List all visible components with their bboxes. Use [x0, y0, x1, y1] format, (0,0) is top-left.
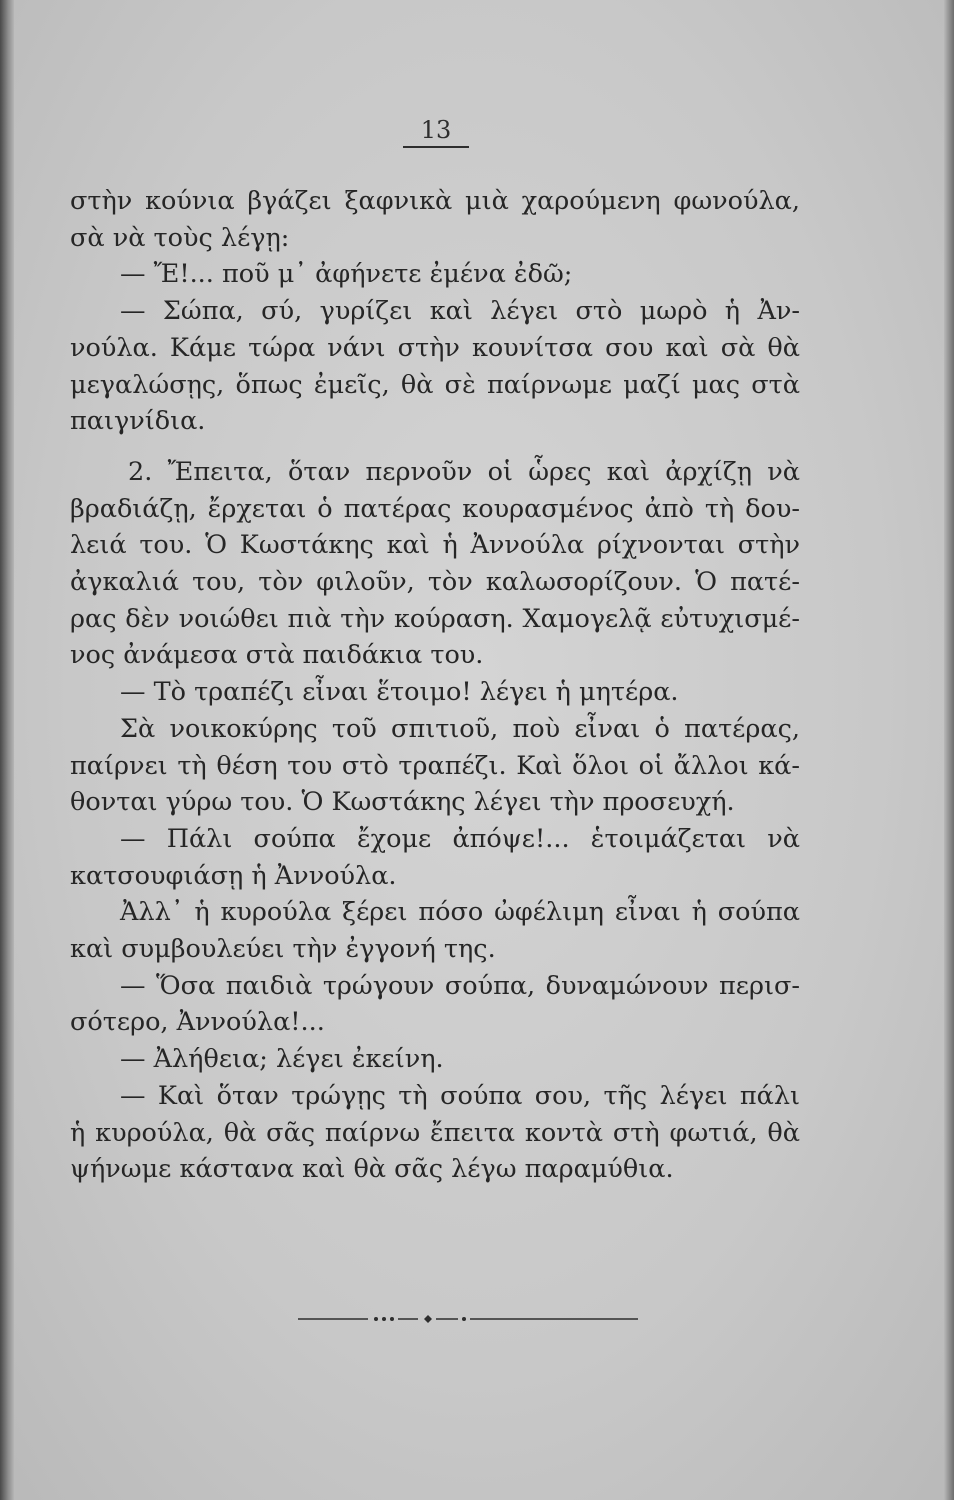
text-line: 2. Ἔπειτα, ὅταν περνοῦν οἱ ὧρες καὶ ἀρχίζῃ νὰ: [128, 456, 800, 487]
text-line: — Πάλι σούπα ἔχομε ἀπόψε!... ἑτοιμάζεται νὰ: [120, 823, 800, 854]
text-line: — Ἔ!... ποῦ μ᾿ ἀφήνετε ἐμένα ἐδῶ;: [120, 259, 573, 290]
text-line: — Τὸ τραπέζι εἶναι ἕτοιμο! λέγει ἡ μητέρα.: [120, 677, 679, 708]
text-line: ἡ κυρούλα, θὰ σᾶς παίρνω ἔπειτα κοντὰ στὴ φωτιά, θὰ: [70, 1117, 800, 1148]
text-line: ψήνωμε κάστανα καὶ θὰ σᾶς λέγω παραμύθια.: [70, 1154, 674, 1185]
text-line: μεγαλώσῃς, ὅπως ἐμεῖς, θὰ σὲ παίρνωμε μαζί μας στὰ: [70, 369, 800, 400]
text-line: βραδιάζῃ, ἔρχεται ὁ πατέρας κουρασμένος ἀπὸ τὴ δου-: [70, 493, 800, 524]
text-line: παιγνίδια.: [70, 406, 206, 437]
text-line: νος ἀνάμεσα στὰ παιδάκια του.: [70, 640, 484, 671]
text-line: Ἀλλ᾿ ἡ κυρούλα ξέρει πόσο ὠφέλιμη εἶναι ἡ σούπα: [120, 897, 800, 928]
text-line: σότερο, Ἀννούλα!...: [70, 1007, 325, 1038]
page-number: 13: [403, 114, 469, 148]
text-line: λειά του. Ὁ Κωστάκης καὶ ἡ Ἀννούλα ρίχνονται στὴν: [70, 530, 800, 561]
text-line: παίρνει τὴ θέση του στὸ τραπέζι. Καὶ ὅλοι οἱ ἄλλοι κά-: [70, 750, 800, 781]
text-line: — Σώπα, σύ, γυρίζει καὶ λέγει στὸ μωρὸ ἡ Ἀν-: [120, 296, 800, 327]
text-line: Σὰ νοικοκύρης τοῦ σπιτιοῦ, ποὺ εἶναι ὁ πατέρας,: [120, 713, 800, 744]
section-end-ornament: [298, 1314, 638, 1324]
text-line: — Καὶ ὅταν τρώγῃς τὴ σούπα σου, τῆς λέγει πάλι: [120, 1080, 800, 1111]
text-line: στὴν κούνια βγάζει ξαφνικὰ μιὰ χαρούμενη φωνούλα,: [70, 186, 800, 216]
text-line: σὰ νὰ τοὺς λέγῃ:: [70, 222, 290, 253]
text-line: καὶ συμβουλεύει τὴν ἐγγονή της.: [70, 934, 496, 965]
text-line: θονται γύρω του. Ὁ Κωστάκης λέγει τὴν προσευχή.: [70, 787, 735, 818]
text-line: — Ἀλήθεια; λέγει ἐκείνη.: [120, 1044, 444, 1075]
body-text: [70, 183, 800, 1188]
text-line: ἀγκαλιά του, τὸν φιλοῦν, τὸν καλωσορίζουν. Ὁ πατέ-: [70, 567, 800, 598]
text-line: ρας δὲν νοιώθει πιὰ τὴν κούραση. Χαμογελᾷ εὐτυχισμέ-: [70, 603, 800, 634]
text-line: κατσουφιάσῃ ἡ Ἀννούλα.: [70, 860, 397, 891]
text-line: — Ὅσα παιδιὰ τρώγουν σούπα, δυναμώνουν περισ-: [120, 970, 800, 1001]
page-binding-shadow: [0, 0, 14, 1500]
text-line: νούλα. Κάμε τώρα νάνι στὴν κουνίτσα σου καὶ σὰ θὰ: [70, 332, 800, 363]
page-edge-shadow: [944, 0, 954, 1500]
